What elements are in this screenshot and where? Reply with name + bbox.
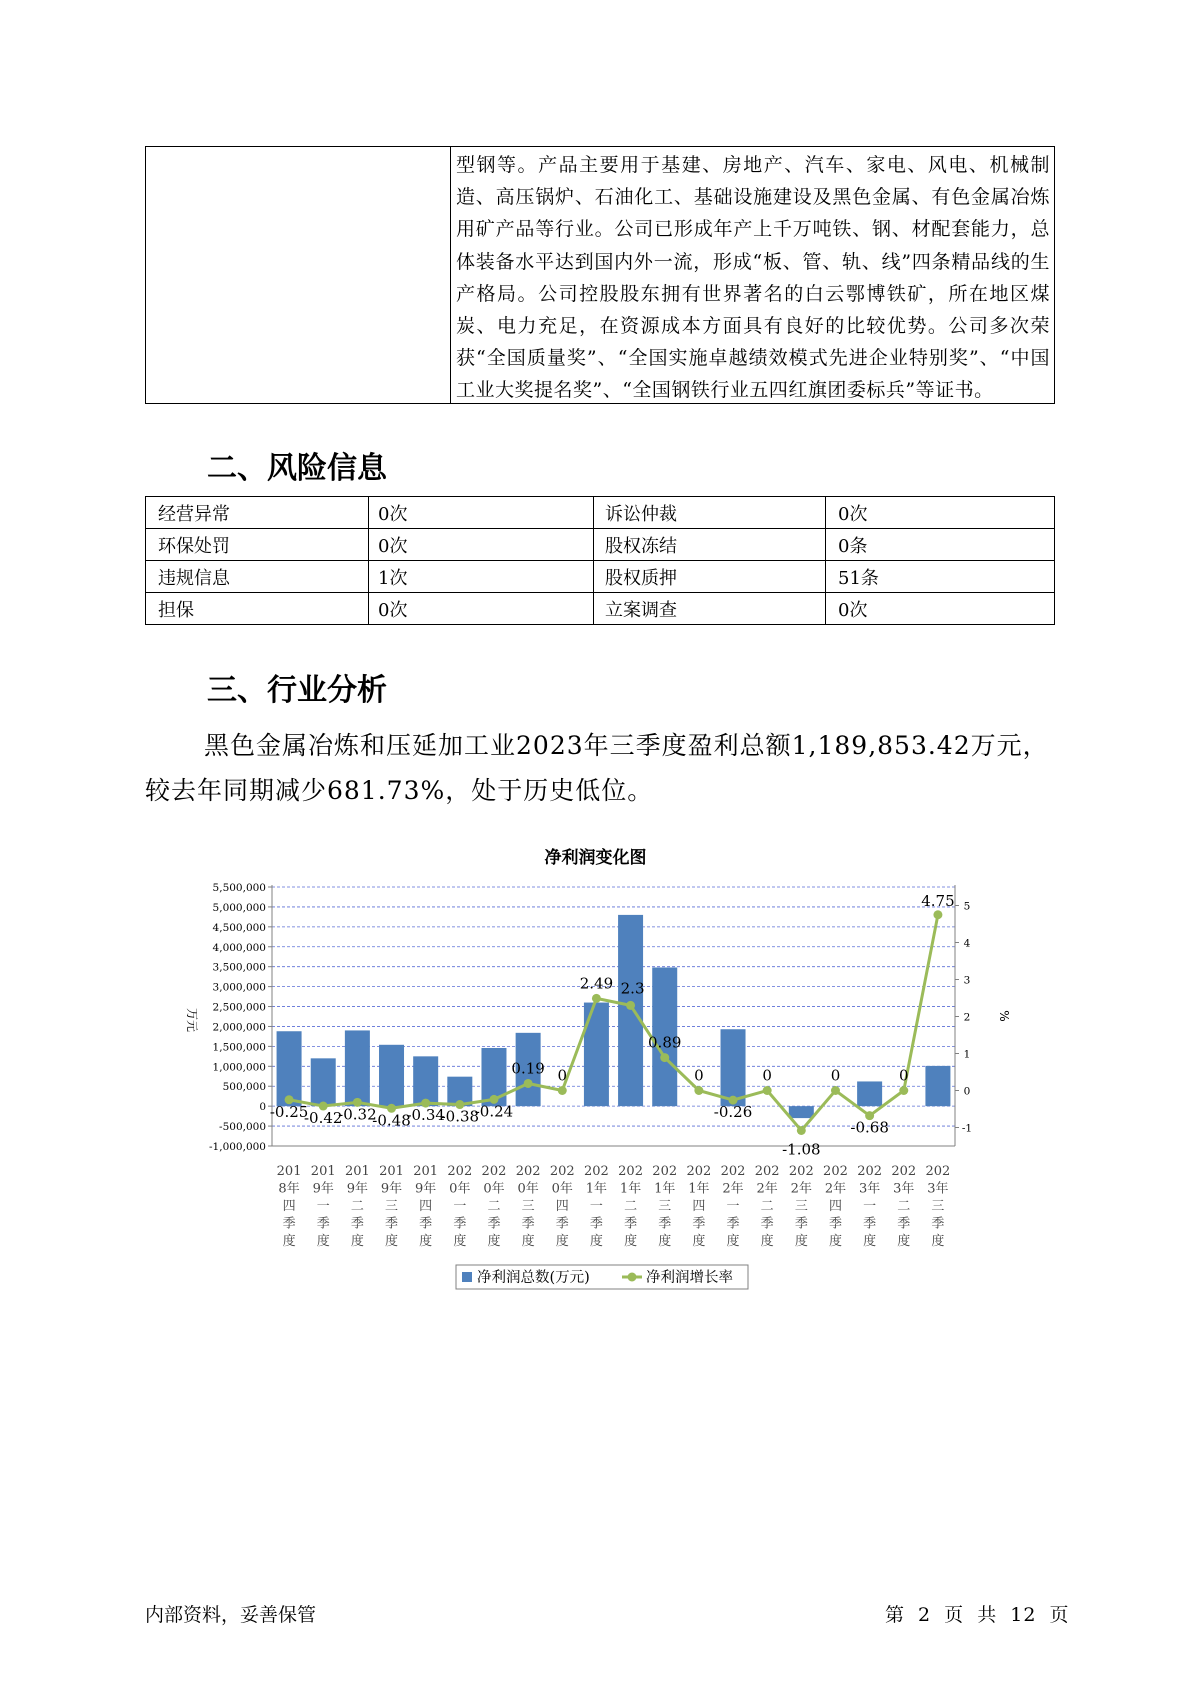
- x-tick-label: 一: [726, 1199, 740, 1214]
- risk-value: 1次: [369, 561, 594, 593]
- growth-point: [524, 1079, 533, 1088]
- y-tick-label: 3,500,000: [212, 961, 266, 974]
- x-tick-label: 202: [584, 1164, 609, 1179]
- x-tick-label: 202: [925, 1164, 951, 1179]
- data-label: -0.24: [474, 1102, 514, 1121]
- x-tick-label: 2年: [790, 1181, 812, 1197]
- x-tick-label: 三: [385, 1199, 399, 1214]
- x-tick-label: 3年: [927, 1181, 949, 1197]
- growth-point: [694, 1086, 703, 1095]
- x-tick-label: 季: [589, 1216, 603, 1232]
- x-tick-label: 三: [521, 1199, 535, 1214]
- x-tick-label: 二: [760, 1199, 774, 1214]
- page-number: 第 2 页 共 12 页: [885, 1604, 1070, 1626]
- y-axis-label: 万元: [185, 1007, 199, 1033]
- risk-key: 环保处罚: [146, 529, 369, 561]
- x-tick-label: 一: [453, 1199, 467, 1214]
- x-tick-label: 季: [453, 1216, 467, 1232]
- y2-tick-label: 1: [963, 1048, 971, 1061]
- growth-point: [831, 1086, 840, 1095]
- x-tick-label: 0年: [551, 1181, 573, 1197]
- y2-axis-label: %: [997, 1010, 1011, 1022]
- data-label: 0: [557, 1066, 568, 1085]
- x-tick-label: 三: [931, 1199, 945, 1214]
- x-tick-label: 度: [555, 1234, 569, 1249]
- y-tick-label: 2,000,000: [212, 1021, 266, 1034]
- y-tick-label: 5,500,000: [212, 882, 266, 894]
- y2-tick-label: 2: [963, 1011, 971, 1024]
- x-tick-label: 季: [282, 1216, 296, 1232]
- chart-title: 净利润变化图: [544, 848, 647, 868]
- risk-value: 0条: [826, 529, 1055, 561]
- x-tick-label: 二: [350, 1199, 364, 1214]
- x-tick-label: 9年: [415, 1181, 437, 1197]
- growth-point: [558, 1086, 567, 1095]
- y-tick-label: 4,000,000: [212, 941, 266, 954]
- x-tick-label: 9年: [312, 1181, 334, 1197]
- x-tick-label: 0年: [449, 1181, 471, 1197]
- data-label: 4.75: [921, 891, 955, 910]
- x-tick-label: 季: [419, 1216, 433, 1232]
- x-tick-label: 二: [487, 1199, 501, 1214]
- x-tick-label: 度: [828, 1234, 842, 1249]
- risk-value: 0次: [826, 497, 1055, 529]
- x-tick-label: 度: [453, 1234, 467, 1249]
- data-label: -0.25: [269, 1102, 309, 1121]
- x-tick-label: 度: [624, 1234, 638, 1249]
- y2-tick-label: 4: [963, 937, 971, 950]
- risk-value: 0次: [369, 593, 594, 625]
- x-tick-label: 度: [726, 1234, 740, 1249]
- data-label: -0.26: [713, 1103, 753, 1122]
- growth-point: [592, 994, 601, 1003]
- legend-swatch-bar: [462, 1272, 472, 1282]
- x-tick-label: 四: [282, 1199, 296, 1214]
- risk-value: 0次: [826, 593, 1055, 625]
- x-tick-label: 季: [692, 1216, 706, 1232]
- risk-value: 51条: [826, 561, 1055, 593]
- x-tick-label: 四: [828, 1199, 842, 1214]
- intro-text-cell: 型钢等。产品主要用于基建、房地产、汽车、家电、风电、机械制造、高压锅炉、石油化工、基础设施建设及黑色金属、有色金属冶炼用矿产品等行业。公司已形成年产上千万吨铁、钢、材配套能力，总体装备水平达到国内外一流，形成“板、管、轨、线”四条精品线的生产格局。公司控股股东拥有世界著名的白云鄂博铁矿，所在地区煤炭、电力充足，在资源成本方面具有良好的比较优势。公司多次荣获“全国质量奖”、“全国实施卓越绩效模式先进企业特别奖”、“中国工业大奖提名奖”、“全国钢铁行业五四红旗团委标兵”等证书。: [456, 154, 1050, 402]
- x-tick-label: 度: [794, 1234, 808, 1249]
- x-tick-label: 1年: [688, 1181, 710, 1197]
- data-label: 2.49: [579, 974, 614, 993]
- x-tick-label: 201: [310, 1164, 336, 1179]
- bar: [311, 1058, 336, 1106]
- x-tick-label: 202: [549, 1164, 575, 1179]
- x-tick-label: 季: [897, 1216, 911, 1232]
- y-tick-label: 5,000,000: [212, 901, 266, 914]
- x-tick-label: 0年: [483, 1181, 505, 1197]
- data-label: -0.34: [406, 1106, 445, 1125]
- x-tick-label: 2年: [722, 1181, 744, 1197]
- footer-left: 内部资料，妥善保管: [145, 1604, 317, 1626]
- growth-point: [933, 910, 942, 919]
- bar: [618, 915, 643, 1106]
- data-label: 0: [899, 1066, 909, 1085]
- growth-point: [797, 1126, 806, 1135]
- x-tick-label: 季: [794, 1216, 808, 1232]
- x-tick-label: 度: [316, 1234, 330, 1249]
- x-tick-label: 季: [726, 1216, 740, 1232]
- x-tick-label: 度: [589, 1234, 603, 1249]
- y-tick-label: 0: [259, 1101, 266, 1114]
- x-tick-label: 202: [857, 1164, 883, 1179]
- x-tick-label: 度: [863, 1234, 877, 1249]
- risk-key: 担保: [146, 593, 369, 625]
- bar: [721, 1029, 746, 1106]
- x-tick-label: 季: [863, 1216, 877, 1232]
- x-tick-label: 201: [379, 1164, 404, 1179]
- growth-point: [763, 1086, 772, 1095]
- growth-point: [899, 1086, 908, 1095]
- y-tick-label: 2,500,000: [212, 1001, 266, 1014]
- x-tick-label: 季: [760, 1216, 774, 1232]
- x-tick-label: 202: [686, 1164, 712, 1179]
- risk-key: 违规信息: [146, 561, 369, 593]
- x-tick-label: 季: [385, 1216, 399, 1232]
- x-tick-label: 0年: [517, 1181, 539, 1197]
- x-tick-label: 度: [692, 1234, 706, 1249]
- x-tick-label: 202: [652, 1164, 678, 1179]
- bar: [277, 1031, 302, 1106]
- x-tick-label: 季: [316, 1216, 330, 1232]
- y-tick-label: 1,000,000: [212, 1061, 266, 1074]
- x-tick-label: 1年: [654, 1181, 676, 1197]
- x-tick-label: 度: [487, 1234, 501, 1249]
- y-tick-label: 1,500,000: [212, 1041, 266, 1054]
- x-tick-label: 1年: [585, 1181, 608, 1197]
- y-tick-label: 3,000,000: [212, 981, 266, 994]
- x-tick-label: 四: [692, 1199, 706, 1214]
- x-tick-label: 202: [788, 1164, 814, 1179]
- data-label: -0.42: [303, 1109, 343, 1128]
- x-tick-label: 季: [555, 1216, 569, 1232]
- x-tick-label: 202: [481, 1164, 507, 1179]
- x-tick-label: 度: [521, 1234, 535, 1249]
- risk-key: 股权冻结: [594, 529, 826, 561]
- y-tick-label: 4,500,000: [212, 921, 266, 934]
- growth-point: [626, 1001, 635, 1010]
- risk-value: 0次: [369, 529, 594, 561]
- data-label: 0: [762, 1066, 772, 1085]
- data-label: -0.48: [372, 1111, 411, 1130]
- x-tick-label: 202: [618, 1164, 643, 1179]
- x-tick-label: 度: [385, 1234, 399, 1249]
- x-tick-label: 二: [624, 1199, 638, 1214]
- data-label: -0.68: [850, 1118, 889, 1137]
- legend-label: 净利润增长率: [646, 1270, 733, 1286]
- data-label: 2.3: [620, 979, 645, 998]
- x-tick-label: 202: [515, 1164, 541, 1179]
- x-tick-label: 一: [589, 1199, 603, 1214]
- x-tick-label: 季: [624, 1216, 638, 1232]
- x-tick-label: 1年: [619, 1181, 642, 1197]
- risk-value: 0次: [369, 497, 594, 529]
- data-label: 0: [694, 1066, 704, 1085]
- bar: [345, 1030, 370, 1106]
- bar: [857, 1081, 882, 1106]
- x-tick-label: 202: [720, 1164, 746, 1179]
- bar: [379, 1045, 404, 1106]
- x-tick-label: 度: [760, 1234, 774, 1249]
- x-tick-label: 度: [658, 1234, 672, 1249]
- x-tick-label: 一: [316, 1199, 330, 1214]
- x-tick-label: 度: [931, 1234, 945, 1249]
- risk-key: 立案调查: [594, 593, 826, 625]
- x-tick-label: 季: [828, 1216, 842, 1232]
- risk-key: 诉讼仲裁: [594, 497, 826, 529]
- x-tick-label: 201: [344, 1164, 370, 1179]
- x-tick-label: 三: [794, 1199, 808, 1214]
- x-tick-label: 9年: [380, 1181, 403, 1197]
- data-label: 0: [830, 1066, 841, 1085]
- industry-paragraph: 黑色金属冶炼和压延加工业2023年三季度盈利总额1,189,853.42万元，较去年同期减少681.73%，处于历史低位。: [145, 731, 1049, 805]
- bar: [789, 1106, 814, 1118]
- industry-heading: 三、行业分析: [207, 673, 387, 708]
- data-label: -0.38: [440, 1107, 480, 1126]
- risk-heading: 二、风险信息: [207, 451, 387, 486]
- y2-tick-label: 3: [963, 974, 971, 987]
- x-tick-label: 2年: [756, 1181, 778, 1197]
- x-tick-label: 二: [897, 1199, 911, 1214]
- y-tick-label: 500,000: [222, 1081, 266, 1094]
- data-label: -1.08: [782, 1140, 821, 1159]
- x-tick-label: 四: [555, 1199, 569, 1214]
- x-tick-label: 8年: [278, 1181, 300, 1197]
- y-tick-label: -1,000,000: [209, 1141, 266, 1153]
- y2-tick-label: -1: [961, 1122, 973, 1135]
- x-tick-label: 201: [276, 1164, 302, 1179]
- risk-key: 股权质押: [594, 561, 826, 593]
- x-tick-label: 一: [863, 1199, 877, 1214]
- x-tick-label: 季: [658, 1216, 672, 1232]
- x-tick-label: 季: [487, 1216, 501, 1232]
- x-tick-label: 季: [521, 1216, 535, 1232]
- bar: [925, 1066, 950, 1106]
- legend-label: 净利润总数(万元): [477, 1270, 590, 1286]
- x-tick-label: 四: [419, 1199, 433, 1214]
- x-tick-label: 202: [891, 1164, 917, 1179]
- x-tick-label: 度: [897, 1234, 911, 1249]
- y2-tick-label: 5: [963, 900, 971, 913]
- x-tick-label: 3年: [858, 1181, 881, 1197]
- y-tick-label: -500,000: [219, 1121, 266, 1134]
- y2-tick-label: 0: [963, 1085, 971, 1098]
- x-tick-label: 2年: [824, 1181, 847, 1197]
- x-tick-label: 201: [413, 1164, 439, 1179]
- x-tick-label: 季: [931, 1216, 945, 1232]
- x-tick-label: 202: [754, 1164, 780, 1179]
- data-label: 0.19: [511, 1059, 545, 1078]
- growth-point: [660, 1053, 669, 1062]
- risk-key: 经营异常: [146, 497, 369, 529]
- data-label: -0.32: [338, 1105, 377, 1124]
- x-tick-label: 三: [658, 1199, 672, 1214]
- x-tick-label: 202: [823, 1164, 848, 1179]
- x-tick-label: 度: [419, 1234, 433, 1249]
- data-label: 0.89: [648, 1033, 682, 1052]
- x-tick-label: 季: [350, 1216, 364, 1232]
- legend-swatch-point: [628, 1273, 637, 1282]
- x-tick-label: 度: [282, 1234, 296, 1249]
- x-tick-label: 202: [447, 1164, 473, 1179]
- x-tick-label: 度: [350, 1234, 364, 1249]
- x-tick-label: 9年: [346, 1181, 369, 1197]
- x-tick-label: 3年: [893, 1181, 915, 1197]
